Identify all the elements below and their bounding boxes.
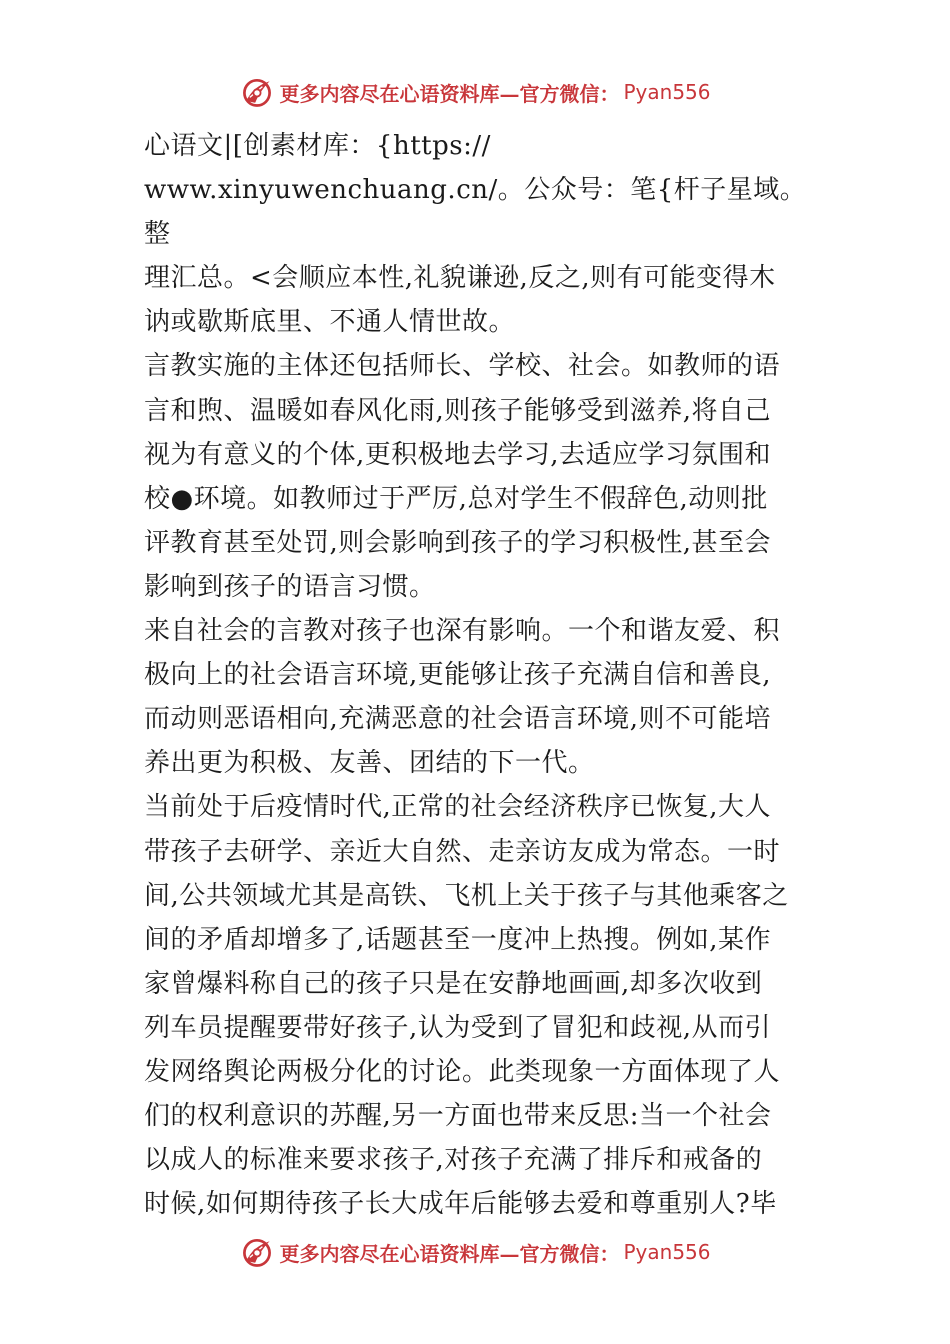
banner-text: 更多内容尽在心语资料库—官方微信： bbox=[279, 1241, 620, 1266]
paragraph-4: 当前处于后疫情时代,正常的社会经济秩序已恢复,大人 带孩子去研学、亲近大自然、走亲访友成为常态。一时 间,公共领域尤其是高铁、飞机上关于孩子与其他乘客之 间的矛盾却增多了,话题甚至一度冲上热搜。例如,某作 家曾爆料称自己的孩子只是在安静地画画,却多次收到 列车员提醒要带好孩子,认为受到了冒犯和歧视,从而引 发网络舆论两极分化的讨论。此类现象一方面体现了人 们的权利意识的苏醒,另一方面也带来反思:当一个社会 以成人的标准来要求孩子,对孩子充满了排斥和戒备的 时候,如何期待孩子长大成年后能够去爱和尊重别人?毕 bbox=[144, 792, 789, 1220]
paragraph-1: 心语文|[创素材库：{https:// www.xinyuwenchuang.cn/。公众号：笔{杆子星域。整 理汇总。<会顺应本性,礼貌谦逊,反之,则有可能变得木 讷或歇斯底里、不通人情世故。 bbox=[144, 131, 807, 338]
banner-text: 更多内容尽在心语资料库—官方微信： bbox=[279, 81, 620, 106]
paragraph-2: 言教实施的主体还包括师长、学校、社会。如教师的语 言和煦、温暖如春风化雨,则孩子能够受到滋养,将自己 视为有意义的个体,更积极地去学习,去适应学习氛围和 校●环境。如教师过于严厉,总对学生不假辞色,动则批 评教育甚至处罚,则会影响到孩子的学习积极性,甚至会 影响到孩子的语言习惯。 bbox=[144, 351, 781, 602]
header-banner bbox=[0, 72, 950, 112]
document-body bbox=[144, 124, 816, 1226]
footer-banner bbox=[0, 1232, 950, 1272]
banner-wechat-id: Pyan556 bbox=[623, 1240, 711, 1264]
banner-wechat-id: Pyan556 bbox=[623, 80, 711, 104]
xinyu-logo-icon bbox=[239, 74, 275, 110]
xinyu-logo-icon bbox=[239, 1234, 275, 1270]
paragraph-3: 来自社会的言教对孩子也深有影响。一个和谐友爱、积 极向上的社会语言环境,更能够让孩子充满自信和善良, 而动则恶语相向,充满恶意的社会语言环境,则不可能培 养出更为积极、友善、团结的下一代。 bbox=[144, 616, 781, 779]
